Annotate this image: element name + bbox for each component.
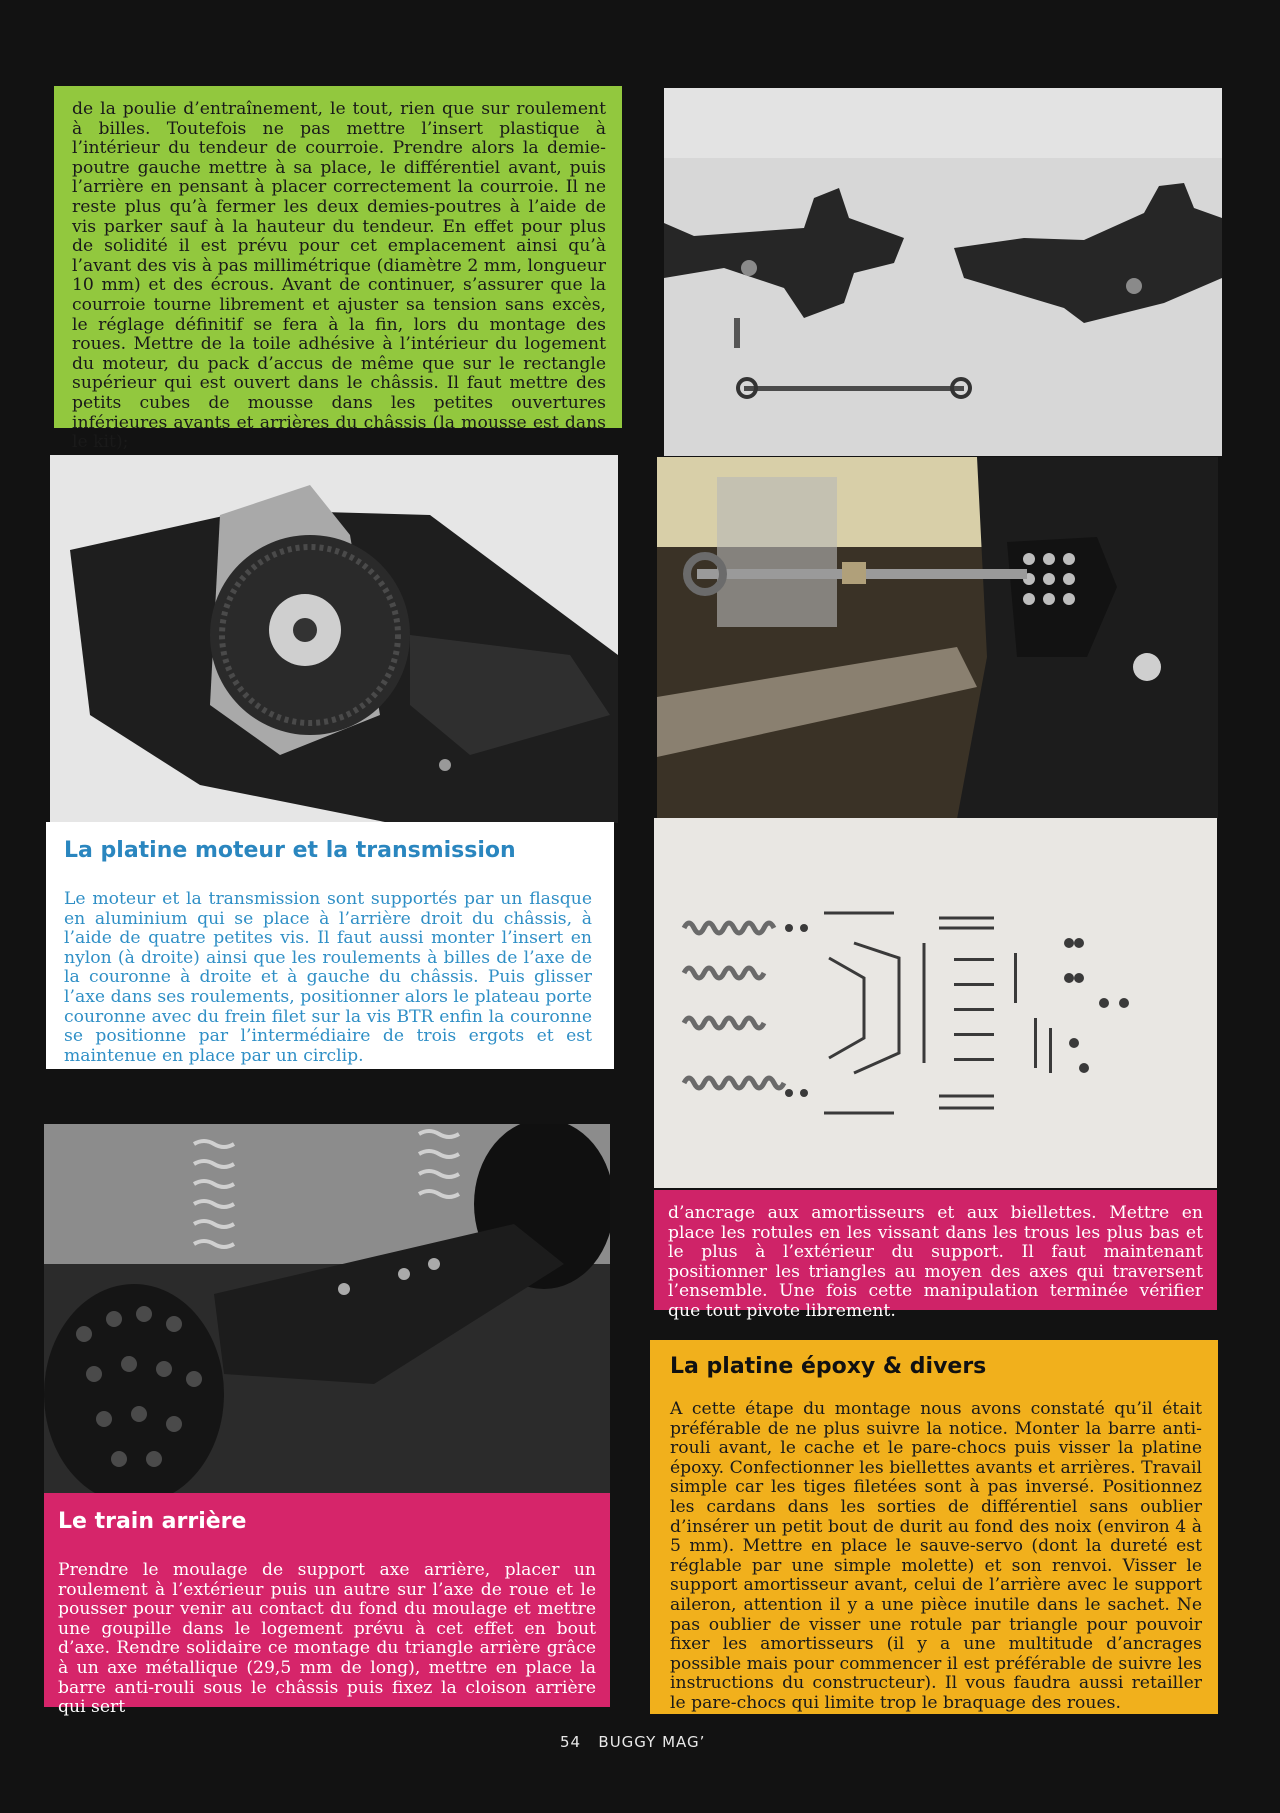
page-footer (560, 1733, 705, 1751)
rear-section-heading: Le train arrière (58, 1509, 247, 1534)
motor-section-heading: La platine moteur et la transmission (64, 838, 516, 863)
epoxy-section-heading: La platine époxy & divers (670, 1354, 987, 1379)
rear-continuation-paragraph: d’ancrage aux amortisseurs et aux biellettes. Mettre en place les rotules en les vissant dans les trous les plus bas et le plus à l’extérieur du support. Il faut maintenant positionner les triangles au moyen des axes qui traversent l’ensemble. Une fois cette manipulation terminée vérifier que tout pivote librement. (668, 1203, 1203, 1321)
epoxy-section-paragraph: A cette étape du montage nous avons constaté qu’il était préférable de ne plus suivre la notice. Monter la barre anti-rouli avant, le cache et le pare-chocs puis visser la platine époxy. Confectionner les biellettes avants et arrières. Travail simple car les tiges filetées sont à pas inversé. Positionnez les cardans dans les sorties de différentiel sans oublier d’insérer un petit bout de durit au fond des noix (environ 4 à 5 mm). Mettre en place le sauve-servo (dont la dureté est réglable par une simple molette) et son renvoi. Visser le support amortisseur avant, celui de l’arrière avec le support aileron, attention il y a une pièce inutile dans le sachet. Ne pas oublier de visser une rotule par triangle pour pouvoir fixer les amortisseurs (il y a une multitude d’ancrages possible mais pour commencer il est préférable de suivre les instructions du constructeur). Il vous faudra aussi retailler le pare-chocs qui limite trop le braquage des roues. (670, 1399, 1202, 1713)
page-number: 54 (560, 1733, 582, 1751)
green-text-block (54, 86, 622, 453)
photo-motor-transmission (50, 455, 618, 823)
epoxy-section-box (650, 1340, 1218, 1714)
rear-section-paragraph: Prendre le moulage de support axe arrière, placer un roulement à l’extérieur puis un autre sur l’axe de roue et le pousser pour venir au contact du fond du moulage et mettre une goupille dans le logement prévu à cet effet en bout d’axe. Rendre solidaire ce montage du triangle arrière grâce à un axe métallique (29,5 mm de long), mettre en place la barre anti-rouli sous le châssis puis fixez la cloison arrière qui sert (58, 1560, 596, 1718)
motor-section-box (46, 822, 614, 1069)
photo-rear-wheel (44, 1124, 610, 1494)
rear-section-box (44, 1493, 610, 1718)
photo-suspension-arms (664, 88, 1222, 456)
photo-steering-linkage (657, 457, 1218, 819)
rear-continuation-box (654, 1190, 1217, 1321)
motor-section-paragraph: Le moteur et la transmission sont supportés par un flasque en aluminium qui se place à l’arrière droit du châssis, à l’aide de quatre petites vis. Il faut aussi monter l’insert en nylon (à droite) ainsi que les roulements à billes de l’axe de la couronne à droite et à gauche du châssis. Puis glisser l’axe dans ses roulements, positionner alors le plateau porte couronne avec du frein filet sur la vis BTR enfin la couronne se positionne par l’intermédiaire de trois ergots et est maintenue en place par un circlip. (64, 889, 592, 1066)
magazine-name: BUGGY MAG’ (598, 1733, 706, 1751)
photo-small-parts (654, 818, 1217, 1188)
green-block-paragraph: de la poulie d’entraînement, le tout, rien que sur roulement à billes. Toutefois ne pas mettre l’insert plastique à l’intérieur du tendeur de courroie. Prendre alors la demie-poutre gauche mettre à sa place, le différentiel avant, puis l’arrière en pensant à placer correctement la courroie. Il ne reste plus qu’à fermer les deux demies-poutres à l’aide de vis parker sauf à la hauteur du tendeur. En effet pour plus de solidité il est prévu pour cet emplacement ainsi qu’à l’avant des vis à pas millimétrique (diamètre 2 mm, longueur 10 mm) et des écrous. Avant de continuer, s’assurer que la courroie tourne librement et ajuster sa tension sans excès, le réglage définitif se fera à la fin, lors du montage des roues. Mettre de la toile adhésive à l’intérieur du logement du moteur, du pack d’accus de même que sur le rectangle supérieur qui est ouvert dans le châssis. Il faut mettre des petits cubes de mousse dans les petites ouvertures inférieures avants et arrières du châssis (la mousse est dans le kit); (72, 99, 606, 453)
